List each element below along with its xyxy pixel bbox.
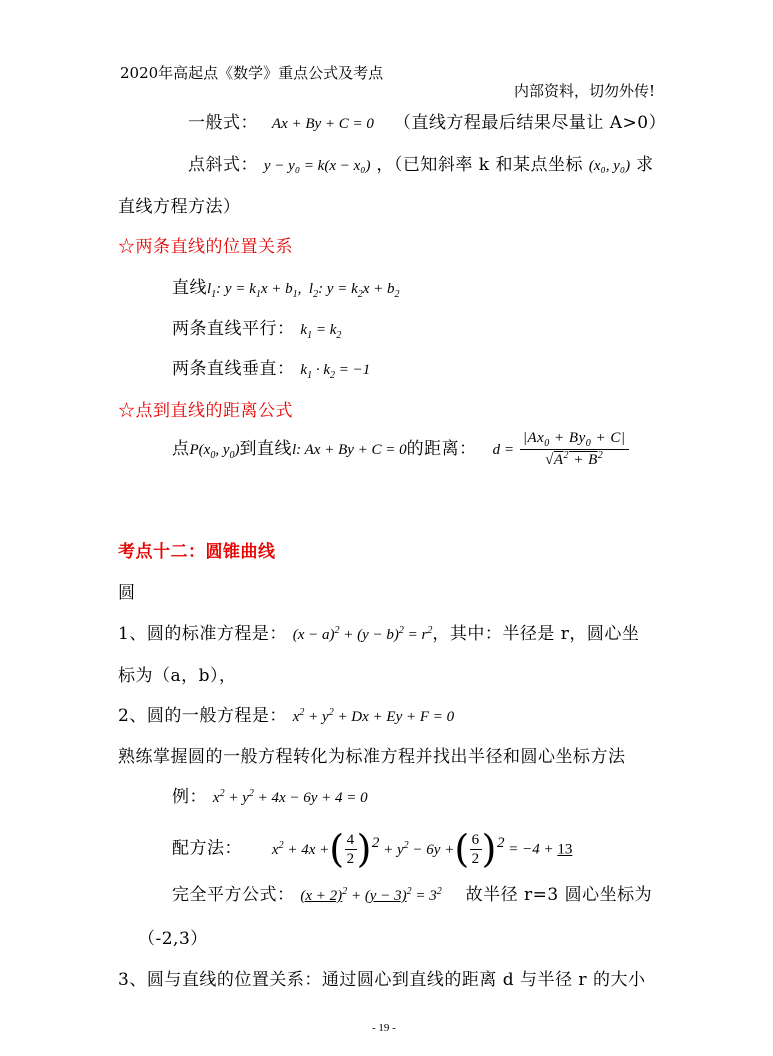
item1-a: 1、圆的标准方程是： <box>118 624 287 644</box>
header-right: 内部资料，切勿外传! <box>514 82 656 100</box>
perfect-square-line: 完全平方公式： $(x + 2)^2 + (y - 3)^2 = 3^2$ 故半径 r=3 圆心坐标为 <box>172 885 653 905</box>
distance-text-a: 点 <box>172 439 190 459</box>
general-form-line <box>188 108 666 133</box>
header-left: 2020年高起点《数学》重点公式及考点 <box>120 64 384 82</box>
complete-square-line: 配方法： $x^2 + 4x$ +( $\frac{4}{2}$ )$^2 + y^2 - 6y$ +( $\frac{6}{2}$ )$^2$ = −4 + 13 <box>172 827 573 872</box>
point-slope-end: 求 <box>636 155 654 175</box>
perfect-label: 完全平方公式： <box>172 885 295 905</box>
parallel-line: 两条直线平行： $k_1 = k_2$ <box>172 319 342 341</box>
item2-a: 2、圆的一般方程是： <box>118 706 287 726</box>
point-slope-point: (x₀, y₀) <box>588 158 631 174</box>
distance-text-b: 到直线 <box>239 439 292 459</box>
perpendicular-line: 两条直线垂直： $k_1 \cdot k_2 = -1$ <box>172 359 371 381</box>
general-form-formula: Ax + By + C = 0 <box>271 116 374 132</box>
topic12-title: 考点十二：圆锥曲线 <box>118 542 276 562</box>
point-slope-formula: y − y₀ = k(x − x₀) <box>263 158 371 174</box>
section-distance-title: ☆点到直线的距离公式 <box>118 401 293 421</box>
distance-text-c: 的距离： <box>406 439 477 459</box>
complete-label: 配方法： <box>172 838 242 859</box>
point-slope-note: ，（已知斜率 k 和某点坐标 <box>376 155 583 175</box>
item1-continuation: 标为（a，b）， <box>118 666 237 686</box>
distance-formula-line: 点$P(x_0$, $y_0$)到直线l: Ax + By + C = 0的距离： d = $\frac{|Ax_0 + By_0 + C|}{√A^2 + B^2}$ <box>172 430 629 469</box>
parallel-label: 两条直线平行： <box>172 319 295 339</box>
item3-line: 3、圆与直线的位置关系：通过圆心到直线的距离 d 与半径 r 的大小 <box>118 970 646 990</box>
perpendicular-label: 两条直线垂直： <box>172 359 295 379</box>
point-slope-line <box>188 150 654 175</box>
distance-fraction: $\frac{|Ax_0 + By_0 + C|}{√A^2 + B^2}$ <box>520 430 629 469</box>
point-slope-continuation: 直线方程方法） <box>118 197 241 217</box>
circle-heading: 圆 <box>118 583 136 603</box>
item1-b: ，其中：半径是 r，圆心坐 <box>432 624 640 644</box>
general-form-note: （直线方程最后结果尽量让 A>0） <box>393 113 667 133</box>
general-form-label: 一般式： <box>188 113 258 133</box>
item1-line: 1、圆的标准方程是： $(x - a)^2 + (y - b)^2 = r^2$，其中：半径是 r，圆心坐 <box>118 624 640 644</box>
page-number: - 19 - <box>372 1022 396 1034</box>
item2-line: 2、圆的一般方程是： $x^2 + y^2 + Dx + Ey + F = 0$ <box>118 706 455 726</box>
point-slope-label: 点斜式： <box>188 155 258 175</box>
example-line: 例： $x^2 + y^2 + 4x - 6y + 4 = 0$ <box>172 787 368 807</box>
result-a: 故半径 r=3 圆心坐标为 <box>465 885 653 905</box>
line-def-label: 直线 <box>172 278 207 298</box>
section-two-lines-title: ☆两条直线的位置关系 <box>118 237 293 257</box>
result-b: （-2,3） <box>138 929 208 949</box>
line-definitions: 直线$l_1$: $y = k_1x + b_1$, $l_2$: $y = k_2x + b_2$ <box>172 278 400 300</box>
practice-line: 熟练掌握圆的一般方程转化为标准方程并找出半径和圆心坐标方法 <box>118 747 626 767</box>
example-label: 例： <box>172 787 207 807</box>
